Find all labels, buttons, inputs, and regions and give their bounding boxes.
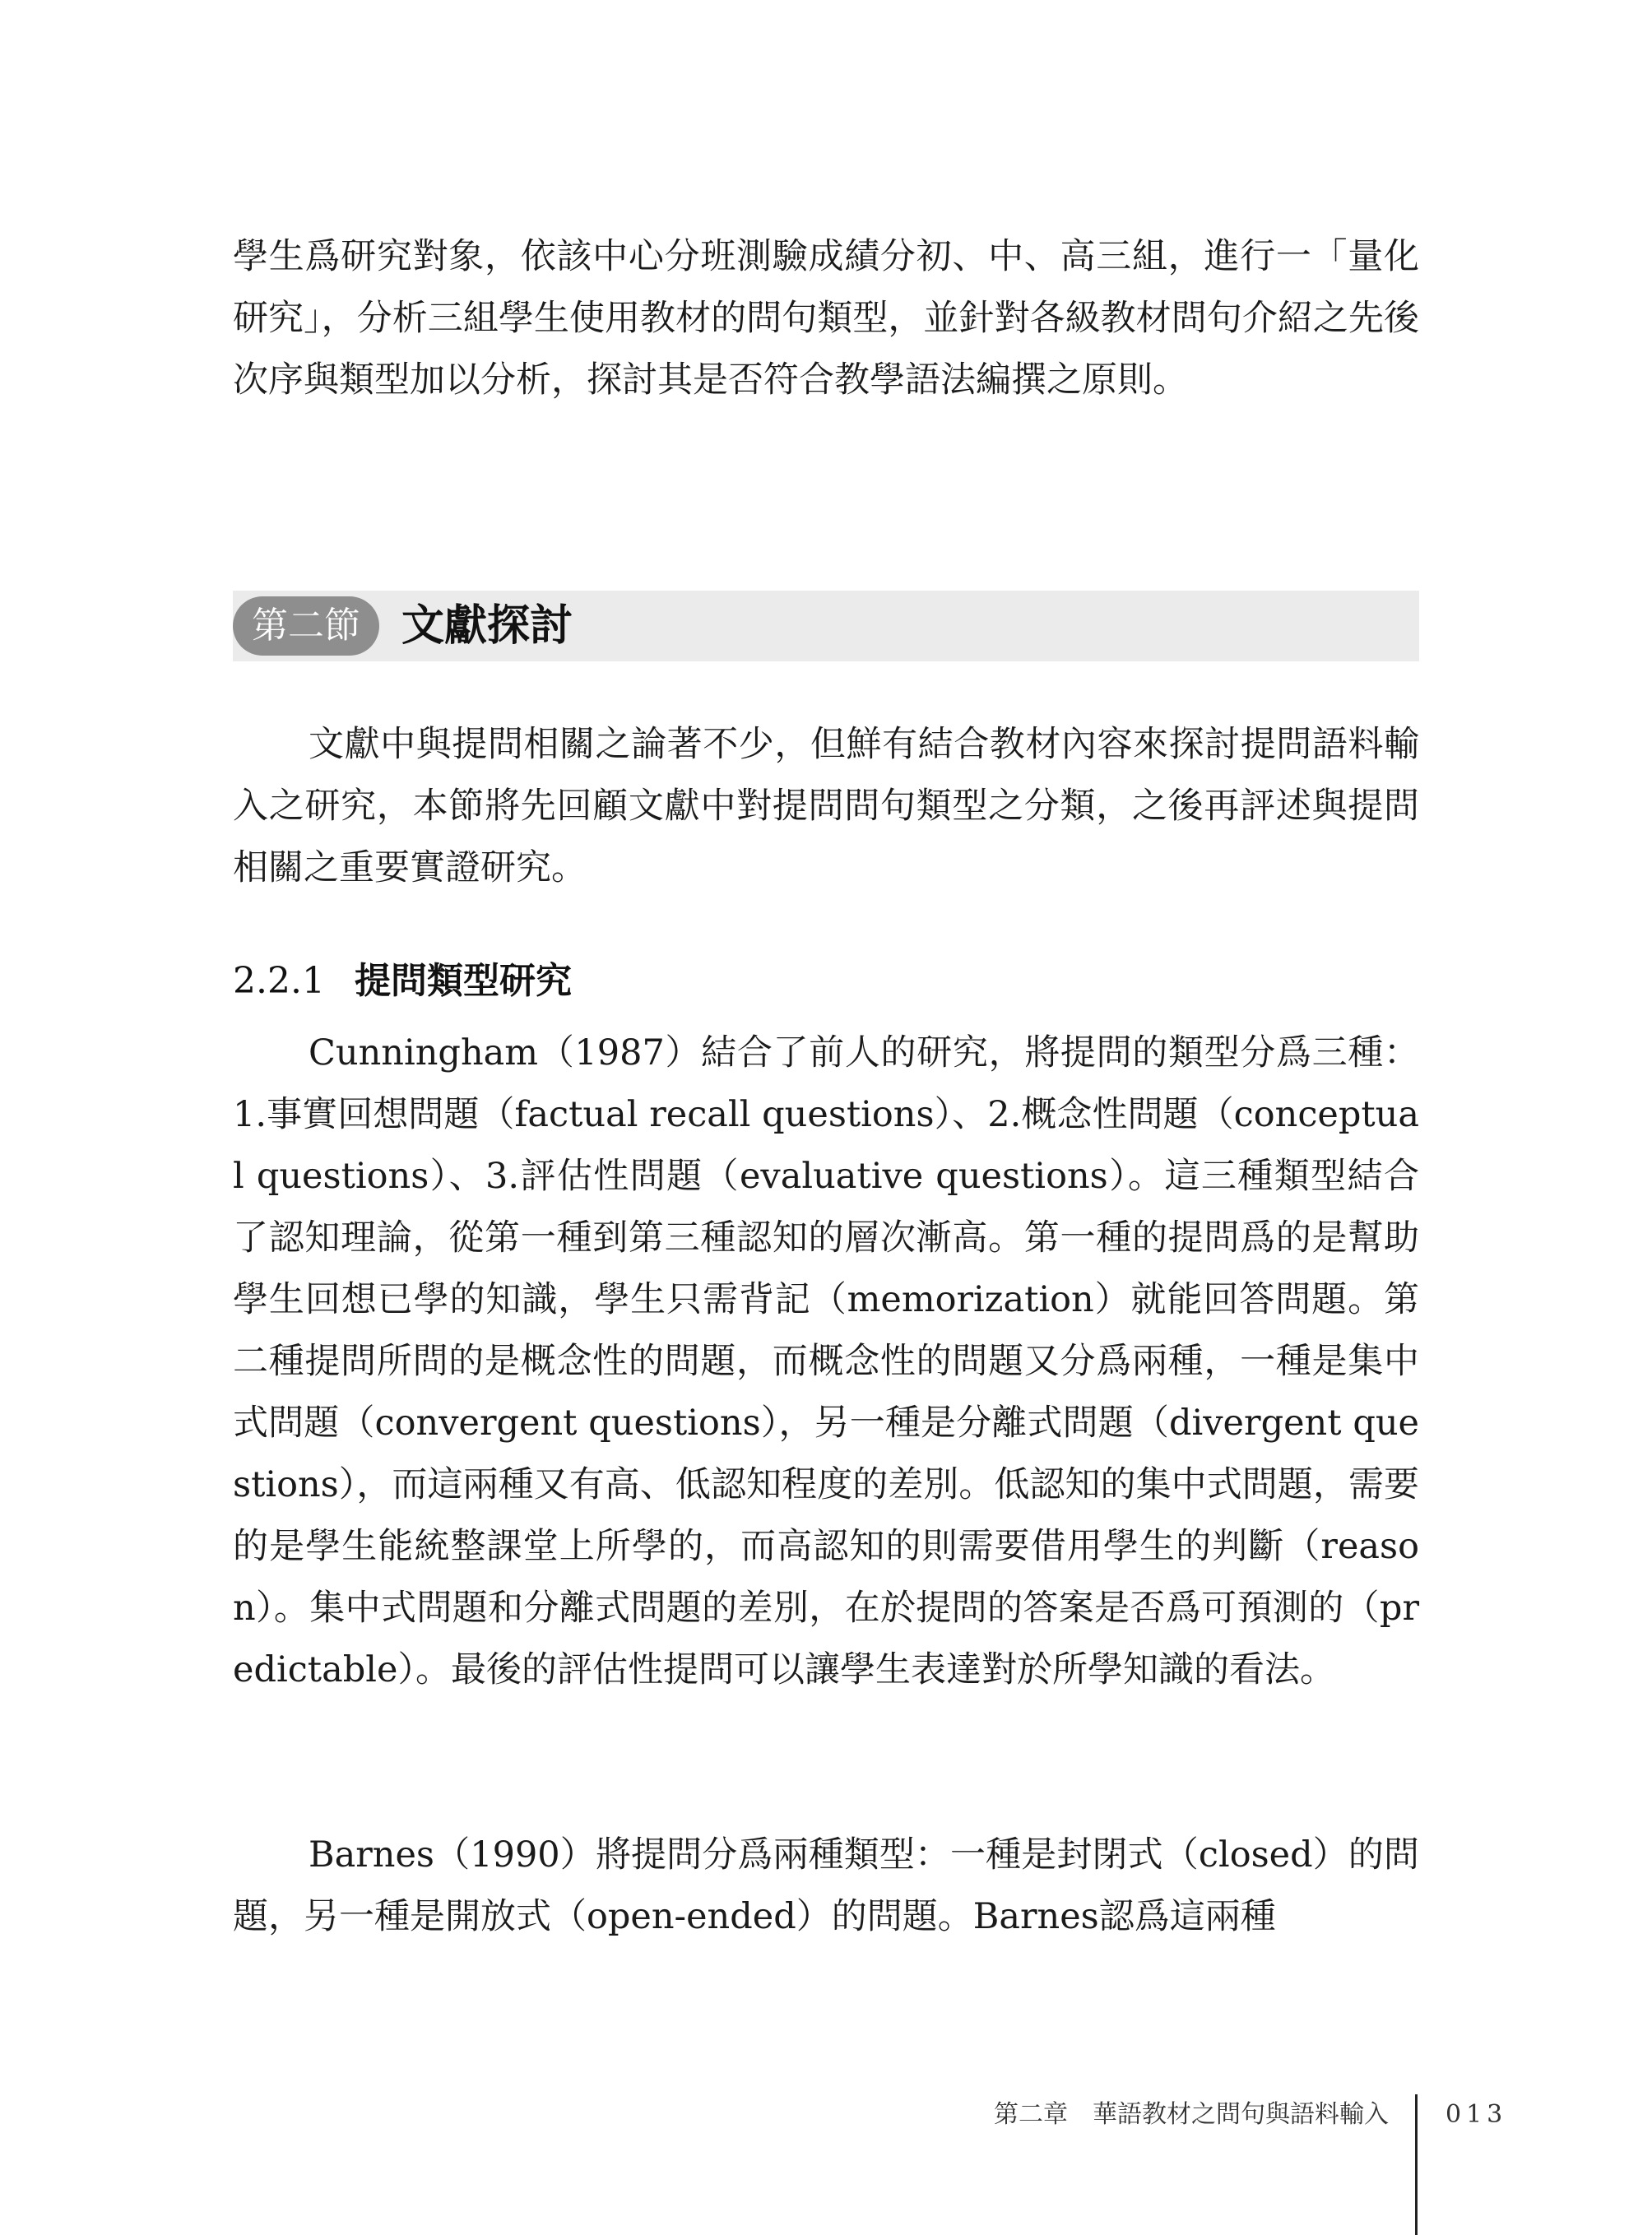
paragraph-cunningham: Cunningham（1987）結合了前人的研究，將提問的類型分爲三種：1.事實回想問題（factual recall questions）、2.概念性問題（conceptual questions）、3.評估性問題（evaluative questions）。這三種類型結合了認知理論，從第一種到第三種認知的層次漸高。第一種的提問爲的是幫助學生回想已學的知識，學生只需背記（memorization）就能回答問題。第二種提問所問的是概念性的問題，而概念性的問題又分爲兩種，一種是集中式問題（convergent questions），另一種是分離式問題（divergent questions），而這兩種又有高、低認知程度的差別。低認知的集中式問題，需要的是學生能統整課堂上所學的，而高認知的則需要借用學生的判斷（reason）。集中式問題和分離式問題的差別，在於提問的答案是否爲可預測的（predictable）。最後的評估性提問可以讓學生表達對於所學知識的看法。 — [233, 1032, 1419, 1690]
subsection-title: 提問類型研究 — [355, 960, 572, 1002]
paragraph-barnes: Barnes（1990）將提問分爲兩種類型：一種是封閉式（closed）的問題，另一種是開放式（open-ended）的問題。Barnes認爲這兩種 — [233, 1834, 1419, 1937]
intro-paragraph: 學生爲研究對象，依該中心分班測驗成績分初、中、高三組，進行一「量化研究」，分析三組學生使用教材的問句類型，並針對各級教材問句介紹之先後次序與類型加以分析，探討其是否符合教學語法編撰之原則。 — [233, 236, 1419, 401]
section-intro-paragraph: 文獻中與提問相關之論著不少，但鮮有結合教材內容來探討提問語料輸入之研究，本節將先回顧文獻中對提問問句類型之分類，之後再評述與提問相關之重要實證研究。 — [233, 724, 1419, 888]
footer-divider — [1415, 2094, 1418, 2235]
section-title: 文獻探討 — [401, 600, 573, 651]
footer-chapter-title: 第二章 華語教材之問句與語料輸入 — [994, 2100, 1389, 2129]
section-number-badge: 第二節 — [233, 596, 379, 656]
subsection-heading — [233, 953, 572, 1010]
subsection-number: 2.2.1 — [233, 960, 325, 1002]
page-number: 013 — [1446, 2100, 1508, 2129]
